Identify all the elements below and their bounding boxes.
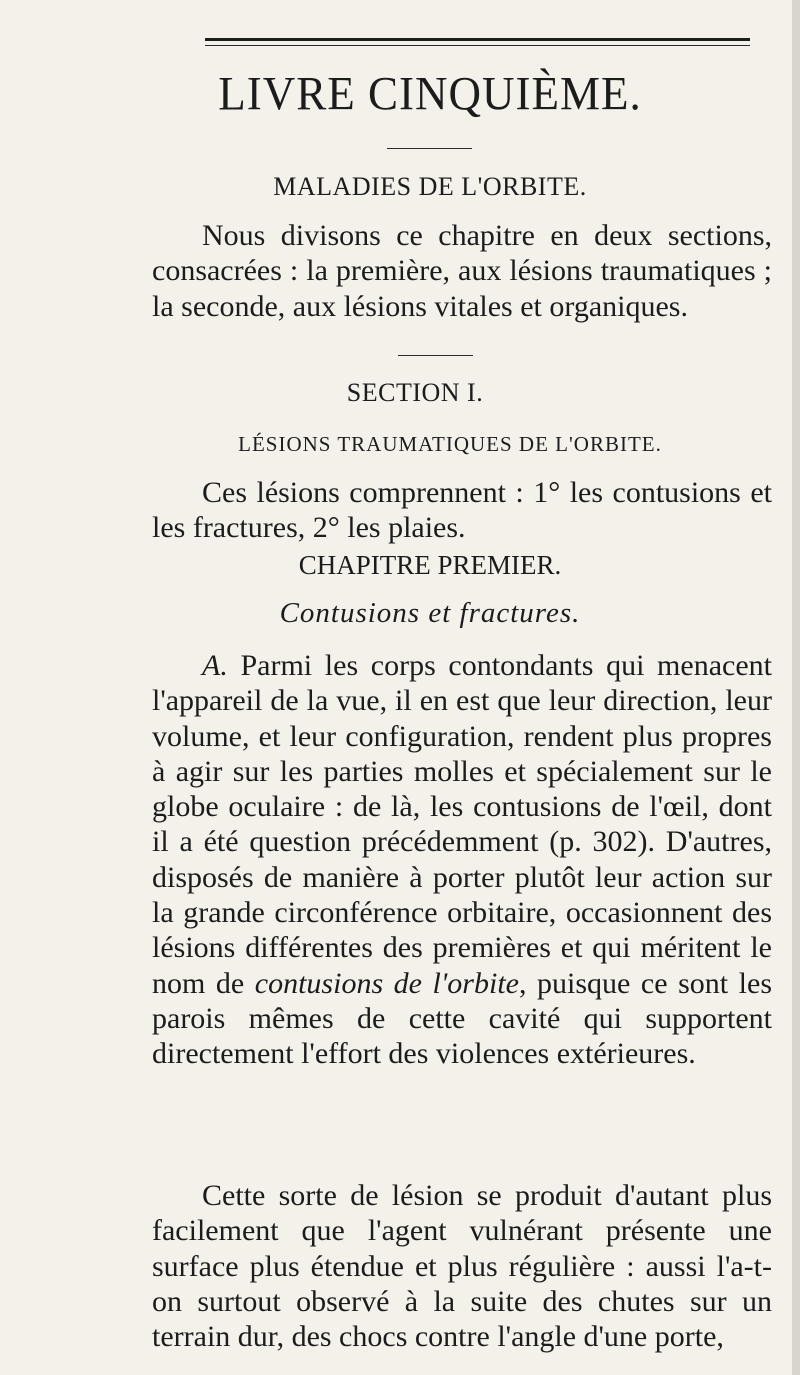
paragraph-a xyxy=(152,648,772,1072)
intro-text: Nous divisons ce chapitre en deux sections, consacrées : la première, aux lésions traumatiques ; la seconde, aux lésions vitales et organiques. xyxy=(152,219,772,323)
paragraph-a-text-2: , puisque ce sont les parois mêmes de cette cavité qui supportent directement l'effort des violences extérieures. xyxy=(152,966,773,1071)
section-title: LÉSIONS TRAUMATIQUES DE L'ORBITE. xyxy=(238,432,662,456)
top-rule xyxy=(205,38,750,41)
chapter-title: Contusions et fractures. xyxy=(279,597,581,629)
section-intro-paragraph xyxy=(152,475,772,546)
book-title: LIVRE CINQUIÈME. xyxy=(218,67,642,121)
top-rule-thin xyxy=(205,45,750,46)
chapter-number: CHAPITRE PREMIER. xyxy=(298,550,562,580)
section-intro-text: Ces lésions comprennent : 1° les contusions et les fractures, 2° les plaies. xyxy=(152,476,772,545)
page-edge xyxy=(792,0,800,1375)
paragraph-b-text: Cette sorte de lésion se produit d'autant plus facilement que l'agent vulnérant présente une surface plus étendue et plus régulière : aussi l'a-t-on surtout observé à la suite des chutes sur un terrain dur, des chocs contre l'angle d'une porte, xyxy=(152,1179,772,1354)
paragraph-b xyxy=(152,1178,772,1354)
divider-rule xyxy=(398,355,473,356)
divider-rule xyxy=(387,148,472,149)
chapter-heading: MALADIES DE L'ORBITE. xyxy=(273,172,587,201)
paragraph-a-text-1: Parmi les corps contondants qui menacent l'appareil de la vue, il en est que leur direction, leur volume, et leur configuration, rendent plus propres à agir sur les parties molles et spécialement sur le globe oculaire : de là, les contusions de l'œil, dont il a été question précédemment (p. 302). D'autres, disposés de manière à porter plutôt leur action sur la grande circonférence orbitaire, occasionnent des lésions différentes des premières et qui méritent le nom de xyxy=(152,649,772,1000)
paragraph-a-label: A. xyxy=(202,649,228,682)
paragraph-a-emphasis: contusions de l'orbite xyxy=(254,966,519,1000)
intro-paragraph xyxy=(152,218,772,324)
section-number: SECTION I. xyxy=(346,378,484,407)
